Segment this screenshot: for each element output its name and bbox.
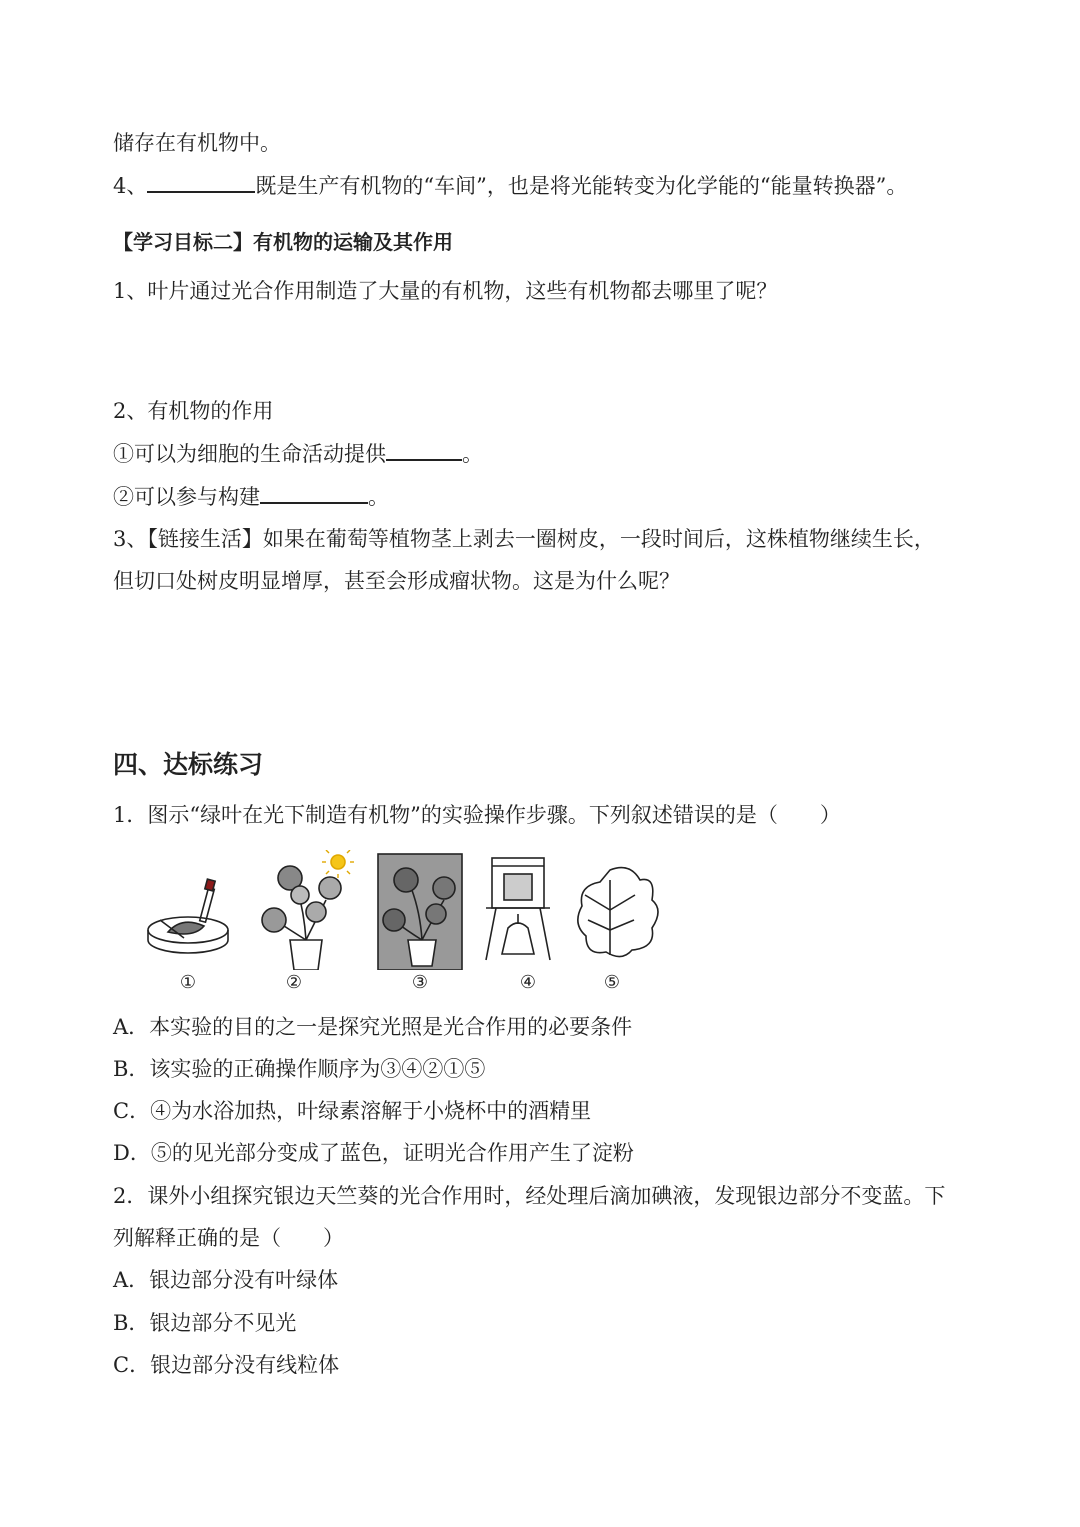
item-text: ②可以参与构建	[113, 485, 260, 509]
experiment-illustration	[140, 850, 670, 970]
item-punct: 。	[368, 485, 389, 509]
answer-blank[interactable]	[260, 482, 368, 504]
exercise-2-stem-line-1: 2．课外小组探究银边天竺葵的光合作用时，经处理后滴加碘液，发现银边部分不变蓝。下	[113, 1184, 946, 1208]
water-bath-icon	[486, 858, 550, 960]
exercise-2-stem-line-2: 列解释正确的是（ ）	[113, 1226, 344, 1250]
figure-label-1: ①	[179, 972, 197, 993]
plant-in-dark-icon	[378, 854, 462, 970]
leaf-icon	[578, 868, 658, 957]
petri-dish-icon	[148, 879, 228, 953]
goal2-question-2-title: 2、有机物的作用	[113, 399, 274, 423]
section-4-heading: 四、达标练习	[113, 750, 264, 779]
exercise-2-option-a[interactable]: A．银边部分没有叶绿体	[113, 1268, 339, 1292]
figure-label-2: ②	[285, 972, 303, 993]
exercise-1-stem: 1．图示“绿叶在光下制造有机物”的实验操作步骤。下列叙述错误的是（ ）	[113, 803, 841, 827]
exercise-1-option-b[interactable]: B．该实验的正确操作顺序为③④②①⑤	[113, 1057, 486, 1081]
experiment-steps-figure	[140, 850, 670, 1000]
item-punct: 。	[462, 442, 483, 466]
exercise-2-option-b[interactable]: B．银边部分不见光	[113, 1311, 297, 1335]
figure-label-3: ③	[411, 972, 429, 993]
paragraph-stored-organic: 储存在有机物中。	[113, 131, 281, 155]
answer-blank[interactable]	[147, 171, 255, 193]
figure-label-4: ④	[519, 972, 537, 993]
learning-goal-2-heading: 【学习目标二】有机物的运输及其作用	[113, 230, 453, 254]
exercise-1-option-c[interactable]: C．④为水浴加热，叶绿素溶解于小烧杯中的酒精里	[113, 1099, 592, 1123]
goal2-question-2-item-1	[113, 439, 483, 468]
goal2-question-3-line-1: 3、【链接生活】如果在葡萄等植物茎上剥去一圈树皮，一段时间后，这株植物继续生长，	[113, 527, 935, 551]
question-4-chloroplast	[113, 171, 907, 200]
potted-plant-sun-icon	[262, 850, 354, 970]
exercise-1-option-a[interactable]: A．本实验的目的之一是探究光照是光合作用的必要条件	[113, 1015, 633, 1039]
item-text: ①可以为细胞的生命活动提供	[113, 442, 386, 466]
question-text: 既是生产有机物的“车间”，也是将光能转变为化学能的“能量转换器”。	[255, 174, 908, 198]
answer-blank[interactable]	[386, 439, 462, 461]
figure-label-5: ⑤	[603, 972, 621, 993]
exercise-1-option-d[interactable]: D．⑤的见光部分变成了蓝色，证明光合作用产生了淀粉	[113, 1141, 634, 1165]
exercise-2-option-c[interactable]: C．银边部分没有线粒体	[113, 1353, 340, 1377]
goal2-question-2-item-2	[113, 482, 389, 511]
question-number: 4、	[113, 174, 148, 198]
goal2-question-3-line-2: 但切口处树皮明显增厚，甚至会形成瘤状物。这是为什么呢？	[113, 569, 680, 593]
goal2-question-1: 1、叶片通过光合作用制造了大量的有机物，这些有机物都去哪里了呢？	[113, 279, 778, 303]
